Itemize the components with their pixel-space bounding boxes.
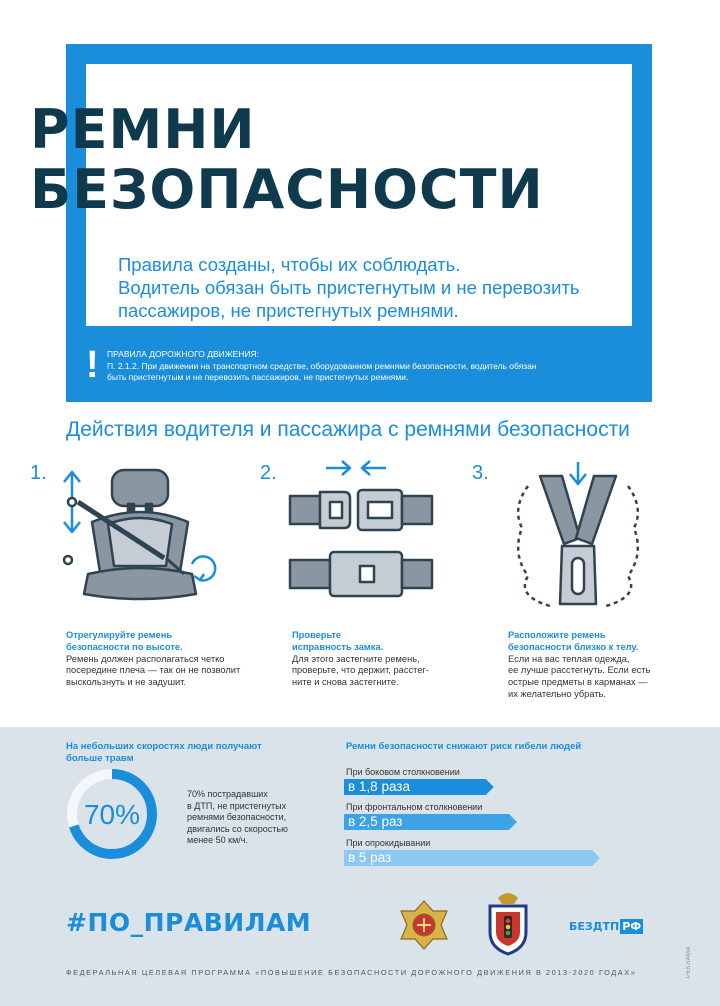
step-3-body-1: Если на вас теплая одежда, xyxy=(508,653,630,664)
intro-line-1: Правила созданы, чтобы их соблюдать. xyxy=(118,254,461,275)
speed-text-4: двигались со скоростью xyxy=(187,823,288,834)
speed-title-2: больше травм xyxy=(66,753,134,764)
car-seat-icon xyxy=(52,462,222,612)
percent-donut xyxy=(64,766,160,862)
step-2-body-3: ните и снова застегните. xyxy=(292,677,399,688)
speed-stat-title xyxy=(66,741,306,765)
speed-stat-text xyxy=(187,789,317,847)
step-3-head-2: безопасности близко к телу. xyxy=(508,641,639,652)
step-1-number: 1. xyxy=(30,462,47,484)
step-3-number: 3. xyxy=(472,462,489,484)
step-3-body-3: острые предметы в карманах — xyxy=(508,677,648,688)
speed-text-3: ремнями безопасности, xyxy=(187,812,287,823)
step-1-body-3: выскользнуть и не задушит. xyxy=(66,677,187,688)
rule-line-2: быть пристегнутым и не перевозить пассажиров, не пристегнутых ремнями. xyxy=(107,372,409,382)
speed-title-1: На небольших скоростях люди получают xyxy=(66,741,262,752)
intro-line-2: Водитель обязан быть пристегнутым и не перевозить xyxy=(118,277,580,298)
step-2-body-1: Для этого застегните ремень, xyxy=(292,653,420,664)
title-line-2: БЕЗОПАСНОСТИ xyxy=(30,158,544,221)
zipper-belt-icon xyxy=(510,458,646,614)
page-title xyxy=(30,100,544,220)
actions-heading: Действия водителя и пассажира с ремнями безопасности xyxy=(66,418,630,441)
police-shield-emblem-icon xyxy=(486,888,530,956)
exclamation-icon: ! xyxy=(86,344,99,386)
risk-value-side: в 1,8 раза xyxy=(348,779,411,794)
risk-title: Ремни безопасности снижают риск гибели людей xyxy=(346,741,582,752)
step-2-head-1: Проверьте xyxy=(292,630,342,640)
intro-text xyxy=(118,253,618,322)
step-1-head-2: безопасности по высоте. xyxy=(66,641,183,652)
risk-value-front: в 2,5 раз xyxy=(348,814,403,829)
traffic-police-emblem-icon xyxy=(397,897,451,953)
bezdtp-text: БЕЗДТП xyxy=(569,920,620,933)
step-1-text xyxy=(66,630,266,689)
traffic-rule-note xyxy=(107,349,587,384)
risk-label-rollover: При опрокидывании xyxy=(346,838,431,848)
step-1-body-1: Ремень должен располагаться четко xyxy=(66,653,225,664)
ad-label: РЕКЛАМА xyxy=(686,946,692,978)
risk-value-rollover: в 5 раз xyxy=(348,850,392,865)
seatbelt-buckle-icon xyxy=(286,456,436,606)
risk-label-front: При фронтальном столкновении xyxy=(346,802,483,812)
hashtag: #ПО_ПРАВИЛАМ xyxy=(66,908,312,937)
bezdtp-logo xyxy=(569,919,643,934)
program-caption: ФЕДЕРАЛЬНАЯ ЦЕЛЕВАЯ ПРОГРАММА «ПОВЫШЕНИЕ БЕЗОПАСНОСТИ ДОРОЖНОГО ДВИЖЕНИЯ В 2013-2020 ГОДАХ» xyxy=(66,968,637,977)
speed-text-5: менее 50 км/ч. xyxy=(187,835,249,846)
step-2-body-2: проверьте, что держит, расстег- xyxy=(292,665,429,676)
donut-label: 70% xyxy=(83,799,141,830)
intro-line-3: пассажиров, не пристегнутых ремнями. xyxy=(118,300,459,321)
step-3-head-1: Расположите ремень xyxy=(508,630,606,640)
risk-label-side: При боковом столкновении xyxy=(346,767,460,777)
title-line-1: РЕМНИ xyxy=(30,98,256,161)
step-2-head-2: исправность замка. xyxy=(292,641,384,652)
step-1-body-2: посередине плеча — так он не позволит xyxy=(66,665,241,676)
rule-title: ПРАВИЛА ДОРОЖНОГО ДВИЖЕНИЯ: xyxy=(107,349,260,359)
step-1-head-1: Отрегулируйте ремень xyxy=(66,630,173,640)
rule-line-1: П. 2.1.2. При движении на транспортном средстве, оборудованном ремнями безопасности, водитель обязан xyxy=(107,360,537,371)
speed-text-2: в ДТП, не пристегнутых xyxy=(187,800,287,811)
step-3-body-4: их желательно убрать. xyxy=(508,688,606,699)
step-2-text xyxy=(292,630,492,689)
step-3-text xyxy=(508,630,708,701)
step-2-number: 2. xyxy=(260,462,277,484)
speed-text-1: 70% пострадавших xyxy=(187,789,268,799)
bezdtp-rf: РФ xyxy=(622,920,642,933)
step-3-body-2: ее лучше расстегнуть. Если есть xyxy=(508,665,651,676)
